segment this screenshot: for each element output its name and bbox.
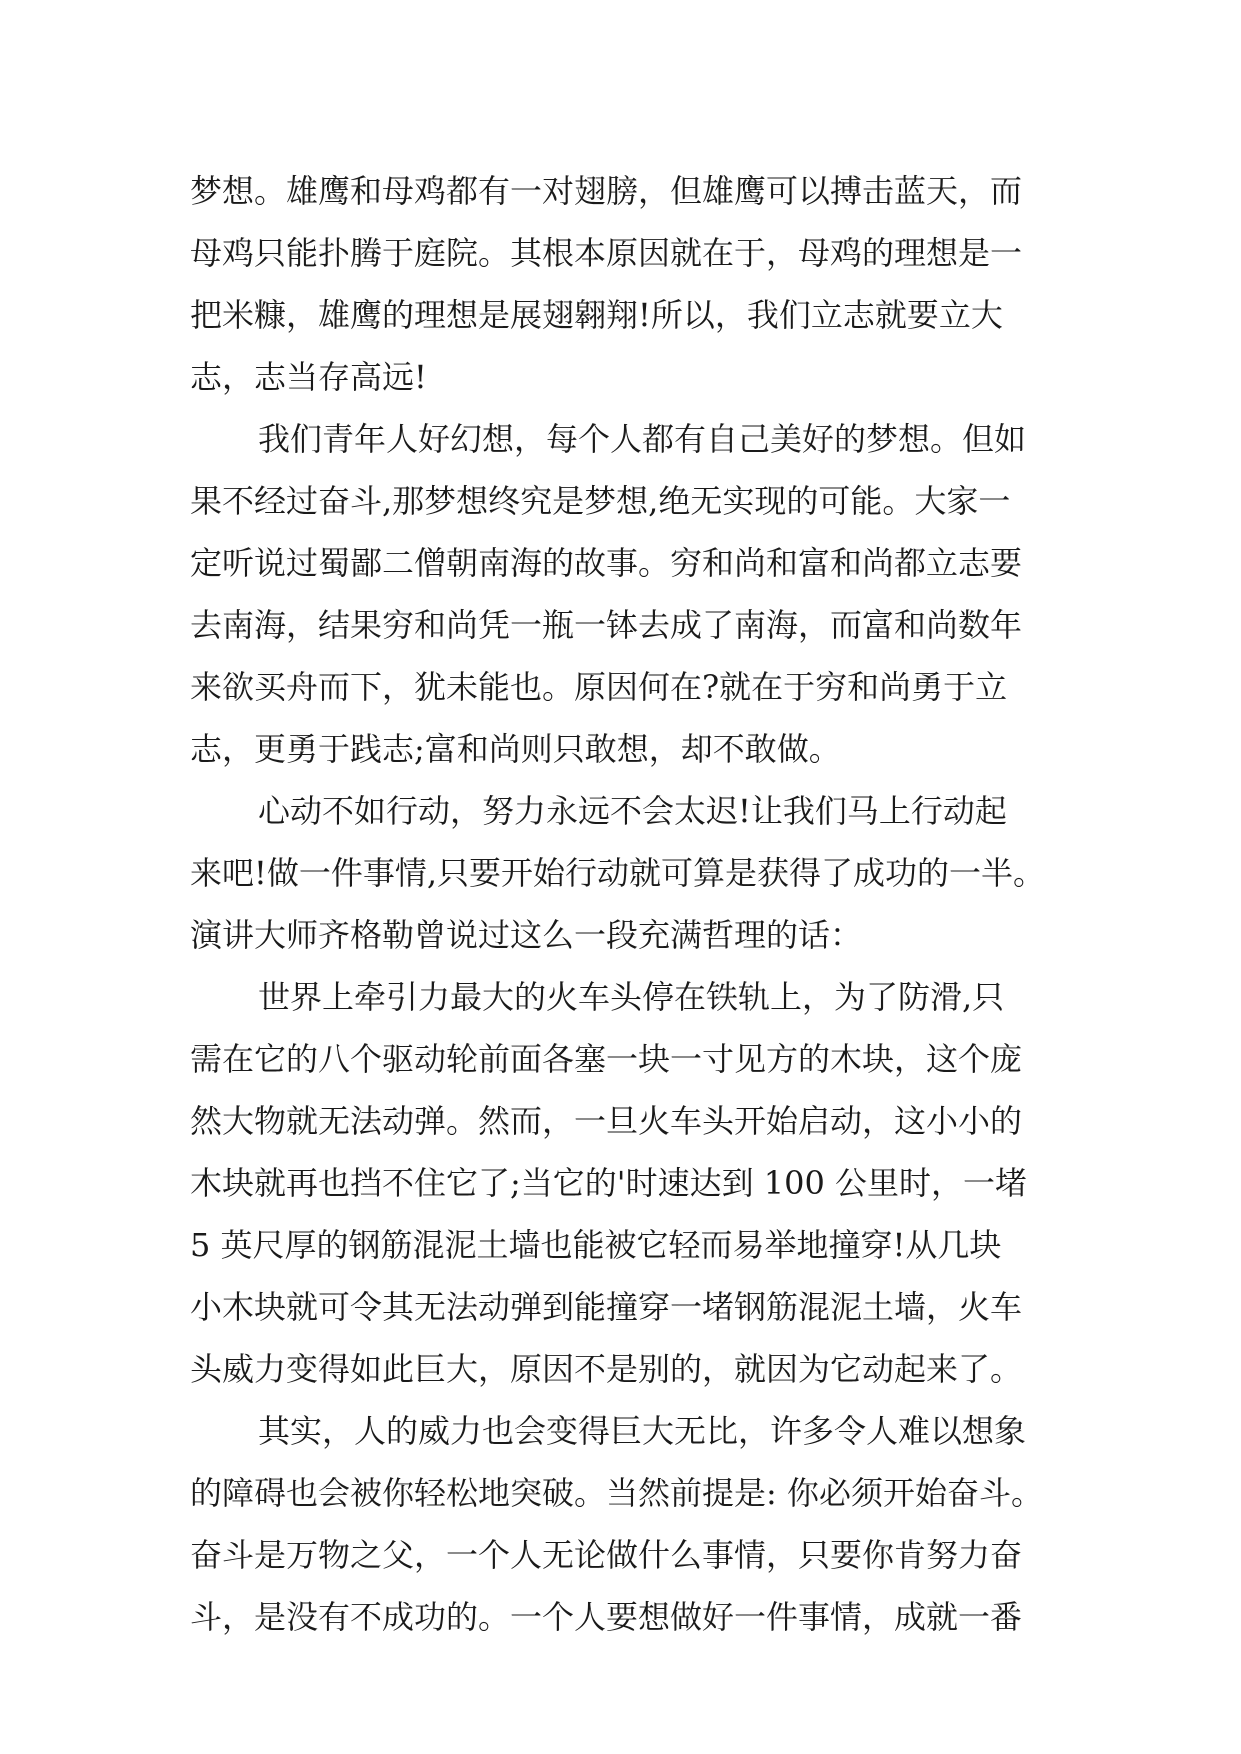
text-line: 然大物就无法动弹。然而，一旦火车头开始启动，这小小的: [190, 1102, 1023, 1140]
text-line: 来欲买舟而下，犹未能也。原因何在?就在于穷和尚勇于立: [190, 668, 1008, 706]
body-text: [190, 160, 1050, 1648]
text-line: 其实，人的威力也会变得巨大无比，许多令人难以想象: [258, 1412, 1027, 1450]
text-line: 母鸡只能扑腾于庭院。其根本原因就在于，母鸡的理想是一: [190, 234, 1023, 272]
text-line: 志，志当存高远!: [190, 358, 427, 396]
text-line: 把米糠，雄鹰的理想是展翅翱翔!所以，我们立志就要立大: [190, 296, 1003, 334]
text-line: 木块就再也挡不住它了;当它的'时速达到 100 公里时，一堵: [190, 1164, 1028, 1202]
text-line: 需在它的八个驱动轮前面各塞一块一寸见方的木块，这个庞: [190, 1040, 1023, 1078]
text-line: 梦想。雄鹰和母鸡都有一对翅膀，但雄鹰可以搏击蓝天，而: [190, 172, 1023, 210]
text-line: 来吧!做一件事情,只要开始行动就可算是获得了成功的一半。: [190, 854, 1046, 892]
text-line: 头威力变得如此巨大，原因不是别的，就因为它动起来了。: [190, 1350, 1023, 1388]
text-line: 世界上牵引力最大的火车头停在铁轨上，为了防滑,只: [258, 978, 1005, 1016]
text-line: 小木块就可令其无法动弹到能撞穿一堵钢筋混泥土墙，火车: [190, 1288, 1023, 1326]
text-line: 志，更勇于践志;富和尚则只敢想，却不敢做。: [190, 730, 841, 768]
text-line: 果不经过奋斗,那梦想终究是梦想,绝无实现的可能。大家一: [190, 482, 1011, 520]
text-line: 的障碍也会被你轻松地突破。当然前提是: 你必须开始奋斗。: [190, 1474, 1043, 1512]
text-line: 心动不如行动，努力永远不会太迟!让我们马上行动起: [258, 792, 1007, 830]
text-line: 演讲大师齐格勒曾说过这么一段充满哲理的话：: [190, 916, 863, 954]
text-line: 定听说过蜀鄙二僧朝南海的故事。穷和尚和富和尚都立志要: [190, 544, 1023, 582]
text-line: 我们青年人好幻想，每个人都有自己美好的梦想。但如: [258, 420, 1027, 458]
text-line: 去南海，结果穷和尚凭一瓶一钵去成了南海，而富和尚数年: [190, 606, 1023, 644]
text-line: 斗，是没有不成功的。一个人要想做好一件事情，成就一番: [190, 1598, 1023, 1636]
text-line: 奋斗是万物之父，一个人无论做什么事情，只要你肯努力奋: [190, 1536, 1023, 1574]
text-line: 5 英尺厚的钢筋混泥土墙也能被它轻而易举地撞穿!从几块: [190, 1226, 1002, 1264]
